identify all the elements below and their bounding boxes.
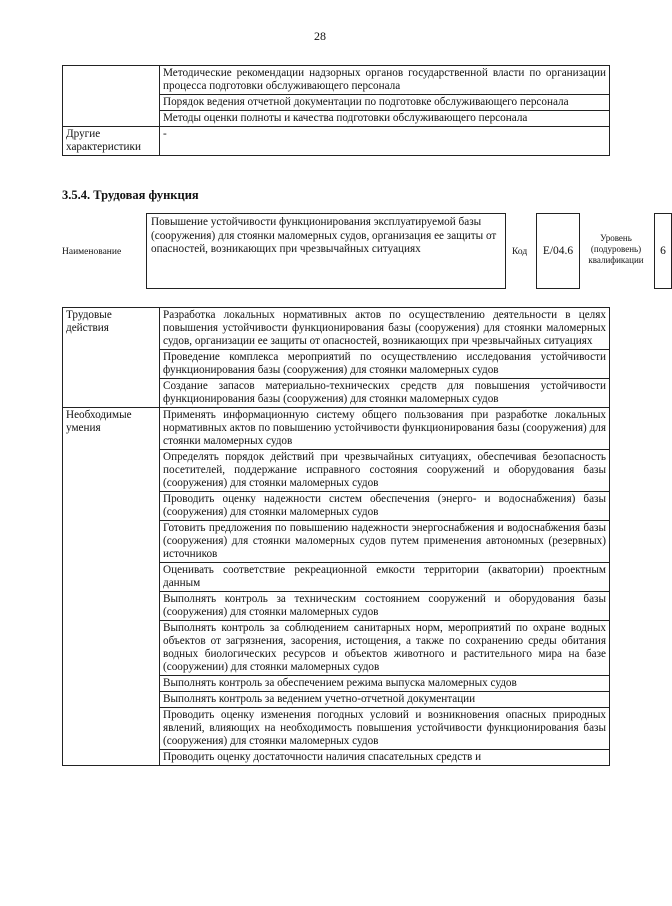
table-row	[63, 127, 610, 156]
skill-item: Определять порядок действий при чрезвычайных ситуациях, обеспечивая безопасность посетителей, поддержание исправного состояния сооружений и оборудования базы (сооружения) для стоянки маломерных судов	[160, 450, 610, 492]
qualification-level: 6	[654, 213, 672, 289]
skill-item: Выполнять контроль за ведением учетно-отчетной документации	[160, 692, 610, 708]
page-number: 28	[314, 29, 326, 43]
labor-action-item: Разработка локальных нормативных актов по осуществлению деятельности в целях повышения устойчивости функционирования базы (сооружения) для стоянки маломерных судов, организации ее защиты от опасностей, возникающих при чрезвычайных ситуациях	[160, 308, 610, 350]
labor-actions-label: Трудовые действия	[63, 308, 160, 408]
level-label: Уровень (подуровень) квалификации	[588, 233, 644, 265]
table-row	[63, 66, 610, 95]
table-cell-text: Порядок ведения отчетной документации по подготовке обслуживающего персонала	[160, 95, 610, 111]
function-title: Повышение устойчивости функционирования эксплуатируемой базы (сооружения) для стоянки маломерных судов, организация ее защиты от опасностей, возникающих при чрезвычайных ситуациях	[146, 213, 506, 289]
skill-item: Применять информационную систему общего пользования при разработке локальных нормативных актов по повышению устойчивости функционирования базы (сооружения) для стоянки маломерных судов	[160, 408, 610, 450]
other-characteristics-label: Другие характеристики	[63, 127, 160, 156]
skill-item: Проводить оценку достаточности наличия спасательных средств и	[160, 750, 610, 766]
skill-item: Готовить предложения по повышению надежности энергоснабжения и водоснабжения базы (сооружения) для стоянки маломерных судов путем применения автономных (резервных) источников	[160, 521, 610, 563]
table-cell-text: Методы оценки полноты и качества подготовки обслуживающего персонала	[160, 111, 610, 127]
skill-item: Проводить оценку надежности систем обеспечения (энерго- и водоснабжения) базы (сооружения) для стоянки маломерных судов	[160, 492, 610, 521]
table-cell-text: Методические рекомендации надзорных органов государственной власти по организации процесса подготовки обслуживающего персонала	[160, 66, 610, 95]
skill-item: Проводить оценку изменения погодных условий и возникновения опасных природных явлений, влияющих на необходимость повышения устойчивости функционирования базы (сооружения) для стоянки маломерных судов	[160, 708, 610, 750]
function-header	[62, 213, 666, 289]
function-code: E/04.6	[536, 213, 580, 289]
labor-action-item: Проведение комплекса мероприятий по осуществлению исследования устойчивости функционирования базы (сооружения) для стоянки маломерных судов	[160, 350, 610, 379]
skill-item: Выполнять контроль за соблюдением санитарных норм, мероприятий по охране водных объектов от загрязнения, засорения, истощения, а также по сохранению среды обитания водных биологических ресурсов и объектов животного и растительного мира на базе (сооружении) для стоянки маломерных судов	[160, 621, 610, 676]
table-row	[63, 408, 610, 450]
characteristics-table	[62, 65, 610, 156]
skill-item: Оценивать соответствие рекреационной емкости территории (акватории) проектным данным	[160, 563, 610, 592]
table-row	[63, 308, 610, 350]
section-title: 3.5.4. Трудовая функция	[62, 188, 199, 202]
code-label: Код	[512, 247, 528, 257]
skills-label: Необходимые умения	[63, 408, 160, 766]
name-label: Наименование	[62, 247, 122, 257]
table-cell-text: -	[160, 127, 610, 156]
table-cell-label	[63, 66, 160, 127]
function-details-table	[62, 307, 610, 766]
labor-action-item: Создание запасов материально-технических средств для повышения устойчивости функционирования базы (сооружения) для стоянки маломерных судов	[160, 379, 610, 408]
skill-item: Выполнять контроль за обеспечением режима выпуска маломерных судов	[160, 676, 610, 692]
skill-item: Выполнять контроль за техническим состоянием сооружений и оборудования базы (сооружения) для стоянки маломерных судов	[160, 592, 610, 621]
